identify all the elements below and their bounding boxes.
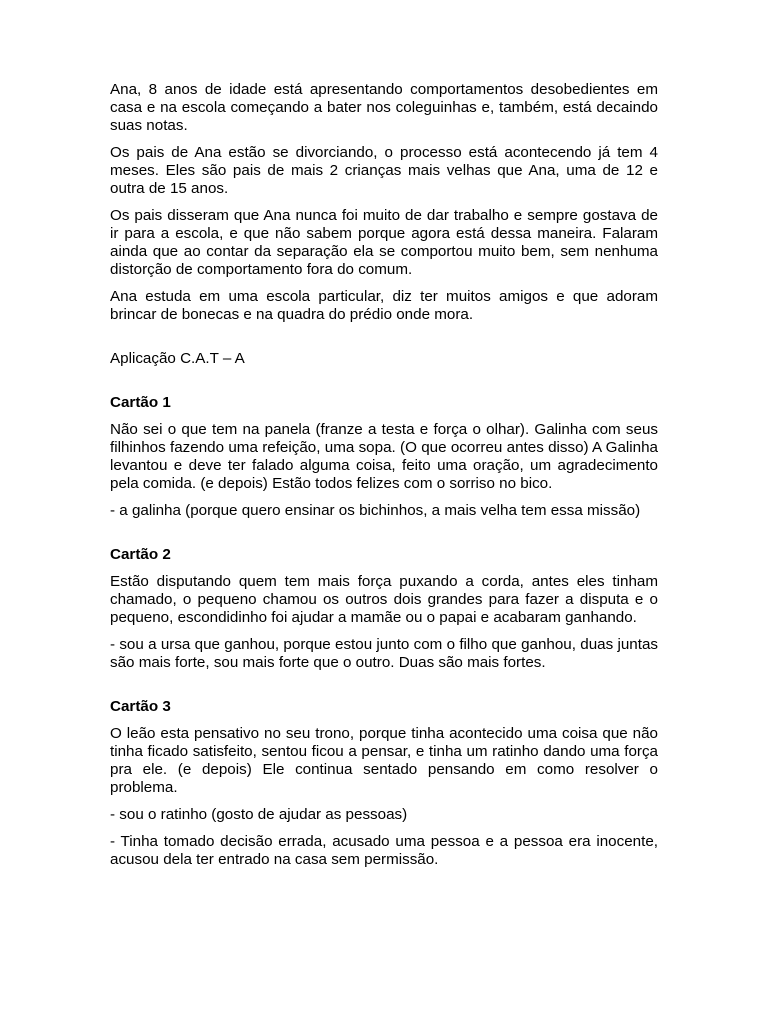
card-2-paragraph-1: Estão disputando quem tem mais força puxando a corda, antes eles tinham chamado, o pequeno chamou os outros dois grandes para fazer a disputa e o pequeno, escondidinho foi ajudar a mamãe ou o papai e acabaram ganhando.	[110, 573, 658, 626]
intro-paragraph-3: Os pais disseram que Ana nunca foi muito de dar trabalho e sempre gostava de ir para a escola, e que não sabem porque agora está dessa maneira. Falaram ainda que ao contar da separação ela se comportou muito bem, sem nenhuma distorção de comportamento fora do comum.	[110, 207, 658, 278]
card-2-paragraph-2: - sou a ursa que ganhou, porque estou junto com o filho que ganhou, duas juntas são mais forte, sou mais forte que o outro. Duas são mais fortes.	[110, 636, 658, 671]
card-3-paragraph-2: - sou o ratinho (gosto de ajudar as pessoas)	[110, 806, 408, 823]
intro-paragraph-1: Ana, 8 anos de idade está apresentando comportamentos desobedientes em casa e na escola começando a bater nos coleguinhas e, também, está decaindo suas notas.	[110, 81, 658, 134]
card-3-paragraph-1: O leão esta pensativo no seu trono, porque tinha acontecido uma coisa que não tinha ficado satisfeito, sentou ficou a pensar, e tinha um ratinho dando uma força pra ele. (e depois) Ele continua sentado pensando em como resolver o problema.	[110, 725, 658, 796]
card-1-paragraph-2: - a galinha (porque quero ensinar os bichinhos, a mais velha tem essa missão)	[110, 502, 641, 519]
card-3-title: Cartão 3	[110, 698, 171, 715]
card-3-paragraph-3: - Tinha tomado decisão errada, acusado uma pessoa e a pessoa era inocente, acusou dela ter entrado na casa sem permissão.	[110, 833, 658, 868]
intro-paragraph-2: Os pais de Ana estão se divorciando, o processo está acontecendo já tem 4 meses. Eles são pais de mais 2 crianças mais velhas que Ana, uma de 12 e outra de 15 anos.	[110, 144, 658, 197]
card-1-paragraph-1: Não sei o que tem na panela (franze a testa e força o olhar). Galinha com seus filhinhos fazendo uma refeição, uma sopa. (O que ocorreu antes disso) A Galinha levantou e deve ter falado alguma coisa, feito uma oração, um agradecimento pela comida. (e depois) Estão todos felizes com o sorriso no bico.	[110, 421, 658, 492]
application-title: Aplicação C.A.T – A	[110, 350, 245, 367]
document-body	[110, 81, 658, 878]
card-2-title: Cartão 2	[110, 546, 171, 563]
intro-paragraph-4: Ana estuda em uma escola particular, diz ter muitos amigos e que adoram brincar de bonecas e na quadra do prédio onde mora.	[110, 288, 658, 323]
card-1-title: Cartão 1	[110, 394, 171, 411]
